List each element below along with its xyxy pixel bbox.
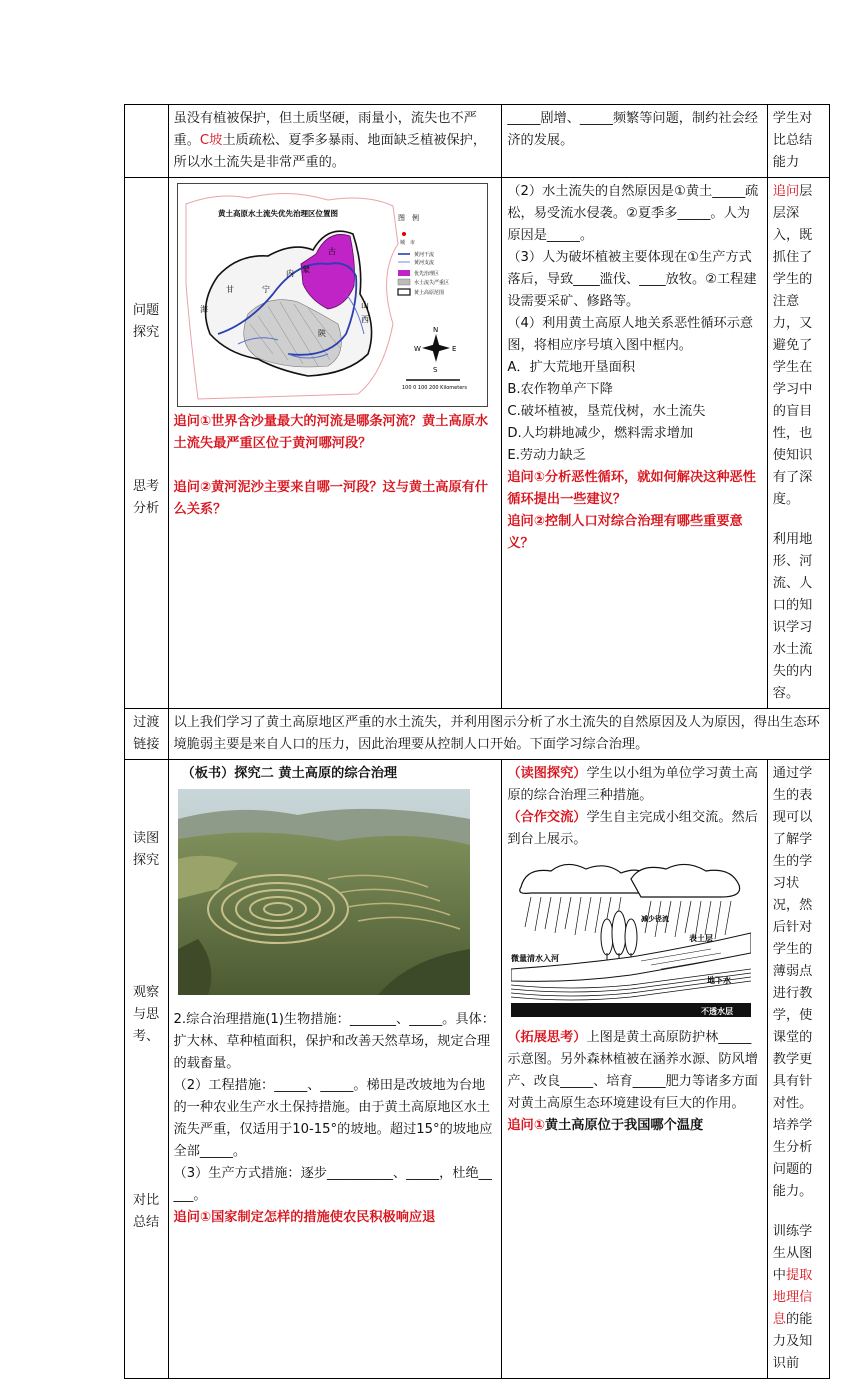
- followup-question-1: 追问①世界含沙量最大的河流是哪条河流？黄土高原水土流失最严重区位于黄河哪河段？: [173, 414, 489, 451]
- tag-cooperate: （合作交流）: [507, 810, 587, 825]
- row2-label: [125, 178, 169, 709]
- row2-activity: [502, 178, 767, 709]
- row1-purpose: [767, 105, 829, 178]
- row1-activity-text: _____剧增、_____频繁等问题，制约社会经济的发展。: [507, 111, 758, 148]
- compass-w: W: [413, 345, 421, 353]
- label-think-analyze: 思考分析: [132, 479, 160, 516]
- text-segment: 追问: [772, 184, 800, 199]
- followup-temperature-question: 黄土高原位于我国哪个温度: [544, 1118, 704, 1133]
- table-row: [125, 105, 830, 178]
- option-d: D.人均耕地减少，燃料需求增加: [507, 426, 694, 441]
- tag-read-map: （读图探究）: [507, 766, 587, 781]
- purpose-extract-info: [773, 1221, 824, 1375]
- purpose-extract-pre: 训练学生从图中: [772, 1224, 813, 1283]
- terraced-fields-photo: [178, 789, 470, 995]
- label-compare-summarize: 对比总结: [132, 1193, 160, 1230]
- vicious-cycle-task: （4）利用黄土高原人地关系恶性循环示意图，将相应序号填入图中框内。: [507, 316, 754, 353]
- cycle-question-1: 追问①分析恶性循环，就如何解决这种恶性循环提出一些建议？: [507, 470, 756, 507]
- diagram-label-groundwater: 地下水: [707, 976, 732, 985]
- row4-label: [125, 760, 169, 1379]
- transition-text-cell: [168, 709, 829, 760]
- board-heading: （板书）探究二 黄土高原的综合治理: [181, 766, 398, 781]
- row2-purpose: [767, 178, 829, 709]
- option-e: E.劳动力缺乏: [507, 448, 586, 463]
- region-label: 内: [285, 269, 294, 278]
- legend-plateau-extent: 黄土高原范围: [413, 290, 444, 296]
- row4-purpose: [767, 760, 829, 1379]
- tag-extend-thinking: （拓展思考）: [507, 1030, 587, 1045]
- text-segment: 层层深入，既抓住了学生的注意力，又避免了学生在学习中的盲目性，也使知识有了深度。: [772, 184, 813, 507]
- measures-engineering: （2）工程措施：_____、_____。梯田是改坡地为台地的一种农业生产水土保持措施。由于黄土高原地区水土流失严重，仅适用于10-15°的坡地。超过15°的坡地应全部_____。: [173, 1078, 493, 1159]
- region-label: 山: [360, 301, 369, 310]
- diagram-label-runoff: 减少径流: [641, 915, 670, 923]
- region-label: 宁: [261, 285, 270, 294]
- compass-n: N: [432, 326, 438, 334]
- row1-label: [125, 105, 169, 178]
- legend-tributary: 黄河支流: [413, 260, 434, 266]
- tag-followup: 追问①: [507, 1118, 545, 1133]
- legend-city: 城 市: [399, 240, 415, 246]
- row4-content: [168, 760, 502, 1379]
- text-segment: 土质疏松、夏季多暴雨、地面缺乏植被保护，所以水土流失是非常严重的。: [173, 133, 487, 170]
- diagram-label-clear-water: 微量清水入河: [511, 954, 560, 963]
- legend-priority-area: 优先治理区: [413, 271, 439, 277]
- purpose-extract-post: 的能力及知识前: [772, 1312, 813, 1371]
- region-label: 蒙: [301, 265, 310, 274]
- purpose-assessment: 通过学生的表现可以了解学生的学习状况，然后针对学生的薄弱点进行教学，使课堂的教学更具有针对性。培养学生分析问题的能力。: [772, 766, 813, 1199]
- row1-activity: [502, 105, 767, 178]
- text-segment: C坡: [199, 133, 223, 148]
- legend-severe-area: 水土流失严重区: [413, 280, 449, 286]
- compass-s: S: [432, 366, 437, 374]
- option-c: C.破坏植被，垦荒伐树，水土流失: [507, 404, 706, 419]
- compass-e: E: [451, 345, 456, 353]
- read-map-activity: 学生以小组为单位学习黄土高原的综合治理三种措施。: [507, 766, 758, 803]
- map-title: 黄土高原水土流失优先治理区位置图: [217, 209, 338, 218]
- map-scale: 100 0 100 200 Kilometers: [401, 385, 467, 391]
- region-label: 陕: [317, 329, 326, 338]
- measures-production: （3）生产方式措施：逐步__________、_____，杜绝_____。: [173, 1166, 492, 1203]
- legend-main-river: 黄河干流: [413, 252, 434, 258]
- purpose-extract-highlight: 提取地理信息: [772, 1268, 813, 1327]
- option-b: B.农作物单产下降: [507, 382, 613, 397]
- region-label: 甘: [225, 285, 234, 294]
- option-a: A．扩大荒地开垦面积: [507, 360, 636, 375]
- label-transition: 过渡链接: [133, 715, 160, 752]
- table-row: [125, 760, 830, 1379]
- region-label: 西: [360, 315, 369, 324]
- cooperate-activity: 学生自主完成小组交流。然后到台上展示。: [507, 810, 758, 847]
- measures-biological: 2.综合治理措施(1)生物措施：_______、_____。具体：扩大林、草种植面积，保护和改善天然草场，规定合理的载畜量。: [173, 1012, 495, 1071]
- region-label: 古: [327, 247, 336, 256]
- compass-icon: [414, 326, 456, 374]
- followup-question-2: 追问②黄河泥沙主要来自哪一河段？这与黄土高原有什么关系？: [173, 480, 489, 517]
- table-row: [125, 709, 830, 760]
- transition-text: 以上我们学习了黄土高原地区严重的水土流失，并利用图示分析了水土流失的自然原因及人为原因，得出生态环境脆弱主要是来自人口的压力，因此治理要从控制人口开始。下面学习综合治理。: [173, 715, 820, 752]
- label-read-map: 读图探究: [132, 831, 160, 868]
- natural-causes-text: （2）水土流失的自然原因是①黄土_____疏松，易受流水侵袭。②夏季多_____。人为原因是_____。: [507, 184, 759, 243]
- diagram-label-impermeable: 不透水层: [701, 1007, 734, 1016]
- label-observe-think: 观察与思考、: [132, 985, 160, 1044]
- diagram-label-topsoil: 表土层: [689, 934, 714, 943]
- row1-purpose-text: 学生对比总结能力: [772, 111, 813, 170]
- row3-label: [125, 709, 169, 760]
- row4-activity: [502, 760, 767, 1379]
- map-legend-title: 图 例: [397, 214, 419, 222]
- cycle-question-2: 追问②控制人口对综合治理有哪些重要意义？: [507, 514, 743, 551]
- region-label: 海: [199, 305, 208, 314]
- purpose-layered-questions: [773, 181, 824, 511]
- row2-content: [168, 178, 502, 709]
- label-problem-explore: 问题探究: [132, 303, 160, 340]
- slope-comparison-text: [174, 111, 487, 170]
- text-segment: 虽没有植被保护，但土质坚硬，雨量小，流失也不严重。: [173, 111, 477, 148]
- row1-content: [168, 105, 502, 178]
- loess-plateau-map: [177, 183, 488, 407]
- lesson-plan-table: [124, 104, 830, 1379]
- human-causes-text: （3）人为破坏植被主要体现在①生产方式落后，导致____滥伐、____放牧。②工程建设需要采矿、修路等。: [507, 250, 757, 309]
- map-svg: [178, 184, 487, 406]
- extend-thinking-text: 上图是黄土高原防护林_____示意图。另外森林植被在涵养水源、防风增产、改良_____、培育_____肥力等诸多方面对黄土高原生态环境建设有巨大的作用。: [507, 1030, 758, 1111]
- shelterbelt-diagram: [511, 857, 751, 1017]
- followup-policy-question: 追问①国家制定怎样的措施使农民积极响应退: [173, 1210, 436, 1225]
- purpose-knowledge-use: 利用地形、河流、人口的知识学习水土流失的内容。: [772, 532, 813, 701]
- table-row: [125, 178, 830, 709]
